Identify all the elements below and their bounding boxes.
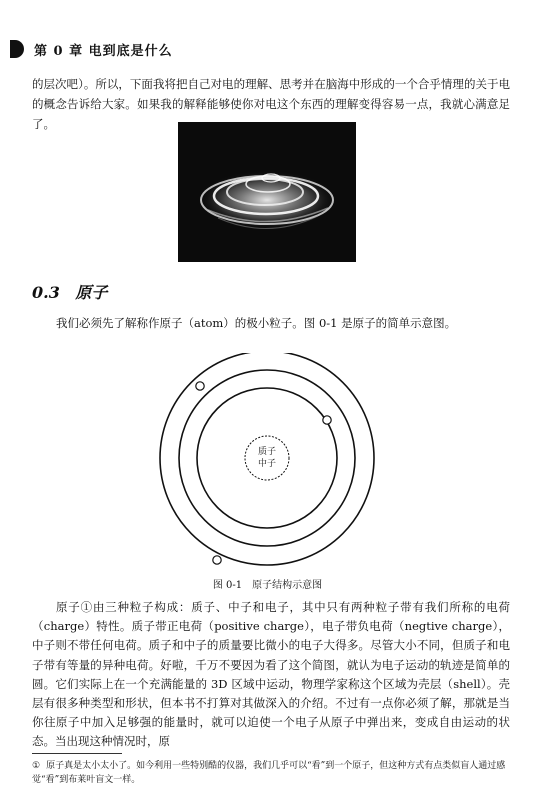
electron-bottom [213, 556, 221, 564]
section-intro-paragraph: 我们必须先了解称作原子（atom）的极小粒子。图 0-1 是原子的简单示意图。 [56, 316, 457, 330]
atom-diagram [154, 353, 380, 568]
footnote [32, 759, 510, 787]
electron-outer [196, 382, 204, 390]
running-header [10, 38, 510, 62]
nucleus-label-proton: 质子 [257, 447, 277, 457]
section-title: 原子 [75, 283, 108, 302]
section-heading [32, 280, 107, 303]
chapter-tab-marker [10, 40, 24, 58]
intro-paragraph: 的层次吧）。所以，下面我将把自己对电的理解、思考并在脑海中形成的一个合乎情理的关于电的概念告诉给大家。如果我的解释能够使你对电这个东西的理解变得容易一点，我就心满意足了。 [32, 77, 510, 131]
footnote-text: 原子真是太小太小了。如今利用一些特别酷的仪器，我们几乎可以“看”到一个原子，但这种方式有点类似盲人通过感觉“看”到布莱叶盲文一样。 [32, 761, 506, 785]
section-number: 0.3 [32, 283, 60, 302]
swirl-light-image [178, 122, 356, 262]
footnote-marker: ① [32, 761, 41, 771]
chapter-title: 第 0 章 电到底是什么 [34, 44, 173, 59]
footnote-divider [32, 753, 122, 754]
figure-caption: 图 0-1 原子结构示意图 [212, 580, 323, 591]
atom-structure-svg [154, 353, 380, 568]
nucleus-label-neutron: 中子 [257, 459, 277, 469]
body-paragraph: 原子①由三种粒子构成：质子、中子和电子，其中只有两种粒子带有我们所称的电荷（charge）特性。质子带正电荷（positive charge），电子带负电荷（negtive charge），中子则不带任何电荷。质子和中子的质量要比微小的电子大得多。尽管大小不同，但质子和电子带有等量的异种电荷。好啦，千万不要因为看了这个简图，就认为电子运动的轨迹是简单的圆。它们实际上在一个充满能量的 3D 区域中运动，物理学家称这个区域为壳层（shell）。壳层有很多种类型和形状，但本书不打算对其做深入的介绍。不过有一点你必须了解，那就是当你往原子中加入足够强的能量时，就可以迫使一个电子从原子中弹出来，变成自由运动的状态。当出现这种情况时，原 [32, 600, 510, 749]
electricity-photo [178, 122, 356, 262]
electron-inner [323, 416, 331, 424]
nucleus [245, 436, 289, 480]
